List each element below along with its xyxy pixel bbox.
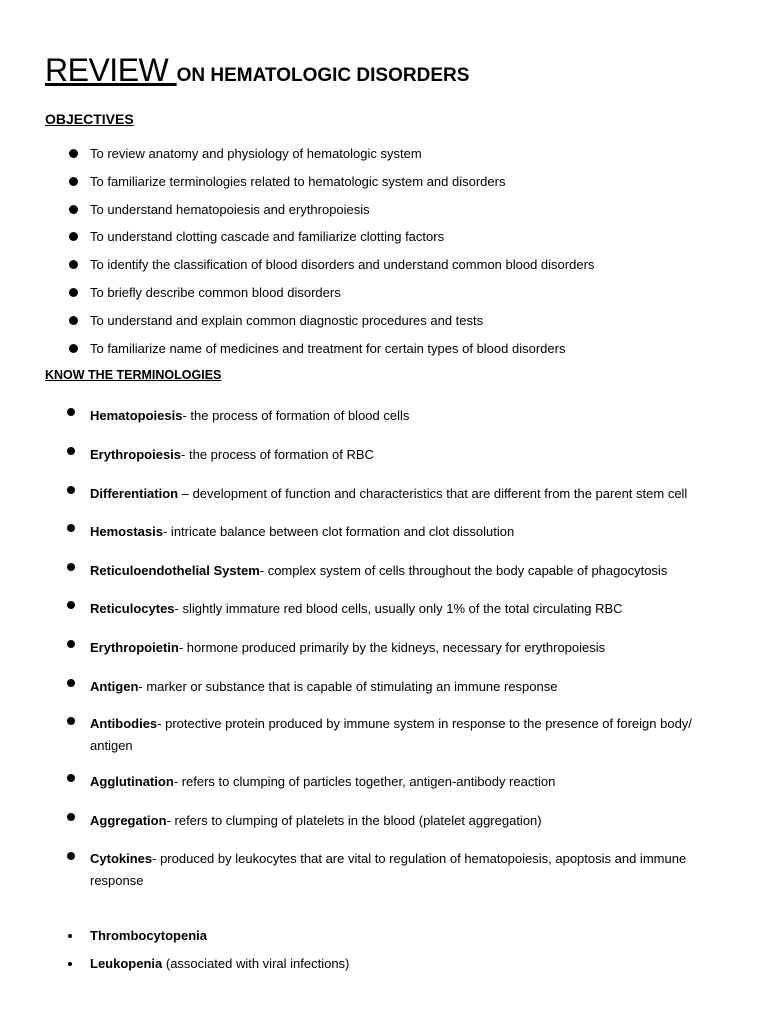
objective-item: To identify the classification of blood disorders and understand common blood disorders	[90, 257, 595, 272]
term-name: Cytokines	[90, 851, 153, 866]
bullet-icon	[67, 447, 75, 455]
term-item	[90, 560, 700, 582]
term-definition: - intricate balance between clot formation and clot dissolution	[162, 524, 515, 539]
term-definition: - complex system of cells throughout the body capable of phagocytosis	[259, 563, 668, 578]
term-item	[90, 810, 700, 832]
term-item	[90, 521, 700, 543]
bullet-icon	[67, 852, 75, 860]
bullet-icon	[69, 316, 78, 325]
document-title	[45, 52, 469, 89]
term-definition: - slightly immature red blood cells, usually only 1% of the total circulating RBC	[174, 601, 623, 616]
objective-item: To understand and explain common diagnostic procedures and tests	[90, 313, 484, 328]
objective-item: To review anatomy and physiology of hematologic system	[90, 146, 422, 161]
term-name: Erythropoietin	[90, 640, 179, 655]
bullet-icon	[67, 717, 75, 725]
bullet-icon	[67, 679, 75, 687]
term-definition: – development of function and characteristics that are different from the parent stem cell	[178, 486, 688, 501]
title-rest: ON HEMATOLOGIC DISORDERS	[176, 65, 470, 86]
term-name: Hematopoiesis	[90, 408, 183, 423]
disorder-item	[90, 953, 700, 975]
term-item	[90, 676, 700, 698]
bullet-icon	[67, 563, 75, 571]
term-item	[90, 848, 700, 892]
term-definition: - the process of formation of RBC	[181, 447, 374, 462]
objective-item: To familiarize terminologies related to hematologic system and disorders	[90, 174, 506, 189]
term-definition: - hormone produced primarily by the kidneys, necessary for erythropoiesis	[178, 640, 606, 655]
bullet-icon	[68, 934, 72, 938]
terminologies-heading: KNOW THE TERMINOLOGIES	[45, 368, 222, 382]
bullet-icon	[69, 177, 78, 186]
bullet-icon	[67, 601, 75, 609]
bullet-icon	[67, 774, 75, 782]
bullet-icon	[67, 813, 75, 821]
disorder-name: Thrombocytopenia	[90, 928, 208, 943]
term-item	[90, 598, 700, 620]
disorder-name: Leukopenia	[90, 956, 163, 971]
objective-item: To briefly describe common blood disorders	[90, 285, 341, 300]
bullet-icon	[67, 640, 75, 648]
term-name: Differentiation	[90, 486, 179, 501]
bullet-icon	[67, 524, 75, 532]
term-name: Reticuloendothelial System	[90, 563, 260, 578]
term-name: Erythropoiesis	[90, 447, 182, 462]
term-name: Reticulocytes	[90, 601, 175, 616]
term-item	[90, 637, 700, 659]
bullet-icon	[67, 486, 75, 494]
bullet-icon	[67, 408, 75, 416]
term-definition: - protective protein produced by immune system in response to the presence of foreign body/ antigen	[90, 716, 692, 753]
term-name: Agglutination	[90, 774, 174, 789]
objectives-heading: OBJECTIVES	[45, 111, 134, 127]
term-definition: - refers to clumping of platelets in the blood (platelet aggregation)	[166, 813, 542, 828]
term-name: Aggregation	[90, 813, 167, 828]
bullet-icon	[68, 962, 72, 966]
term-definition: - the process of formation of blood cells	[182, 408, 410, 423]
term-item	[90, 483, 710, 505]
term-definition: - produced by leukocytes that are vital to regulation of hematopoiesis, apoptosis and immune response	[90, 851, 687, 888]
term-name: Antigen	[90, 679, 139, 694]
disorder-item	[90, 925, 700, 947]
term-name: Hemostasis	[90, 524, 163, 539]
term-item	[90, 771, 700, 793]
bullet-icon	[69, 205, 78, 214]
objective-item: To understand clotting cascade and familiarize clotting factors	[90, 229, 445, 244]
objective-item: To understand hematopoiesis and erythropoiesis	[90, 202, 370, 217]
bullet-icon	[69, 344, 78, 353]
bullet-icon	[69, 232, 78, 241]
title-review: REVIEW	[45, 52, 177, 88]
term-item	[90, 713, 700, 757]
term-name: Antibodies	[90, 716, 158, 731]
bullet-icon	[69, 149, 78, 158]
term-item	[90, 405, 700, 427]
bullet-icon	[69, 260, 78, 269]
term-definition: - refers to clumping of particles together, antigen-antibody reaction	[173, 774, 556, 789]
bullet-icon	[69, 288, 78, 297]
disorder-note: (associated with viral infections)	[162, 956, 350, 971]
term-definition: - marker or substance that is capable of stimulating an immune response	[138, 679, 558, 694]
term-item	[90, 444, 700, 466]
objective-item: To familiarize name of medicines and treatment for certain types of blood disorders	[90, 341, 566, 356]
